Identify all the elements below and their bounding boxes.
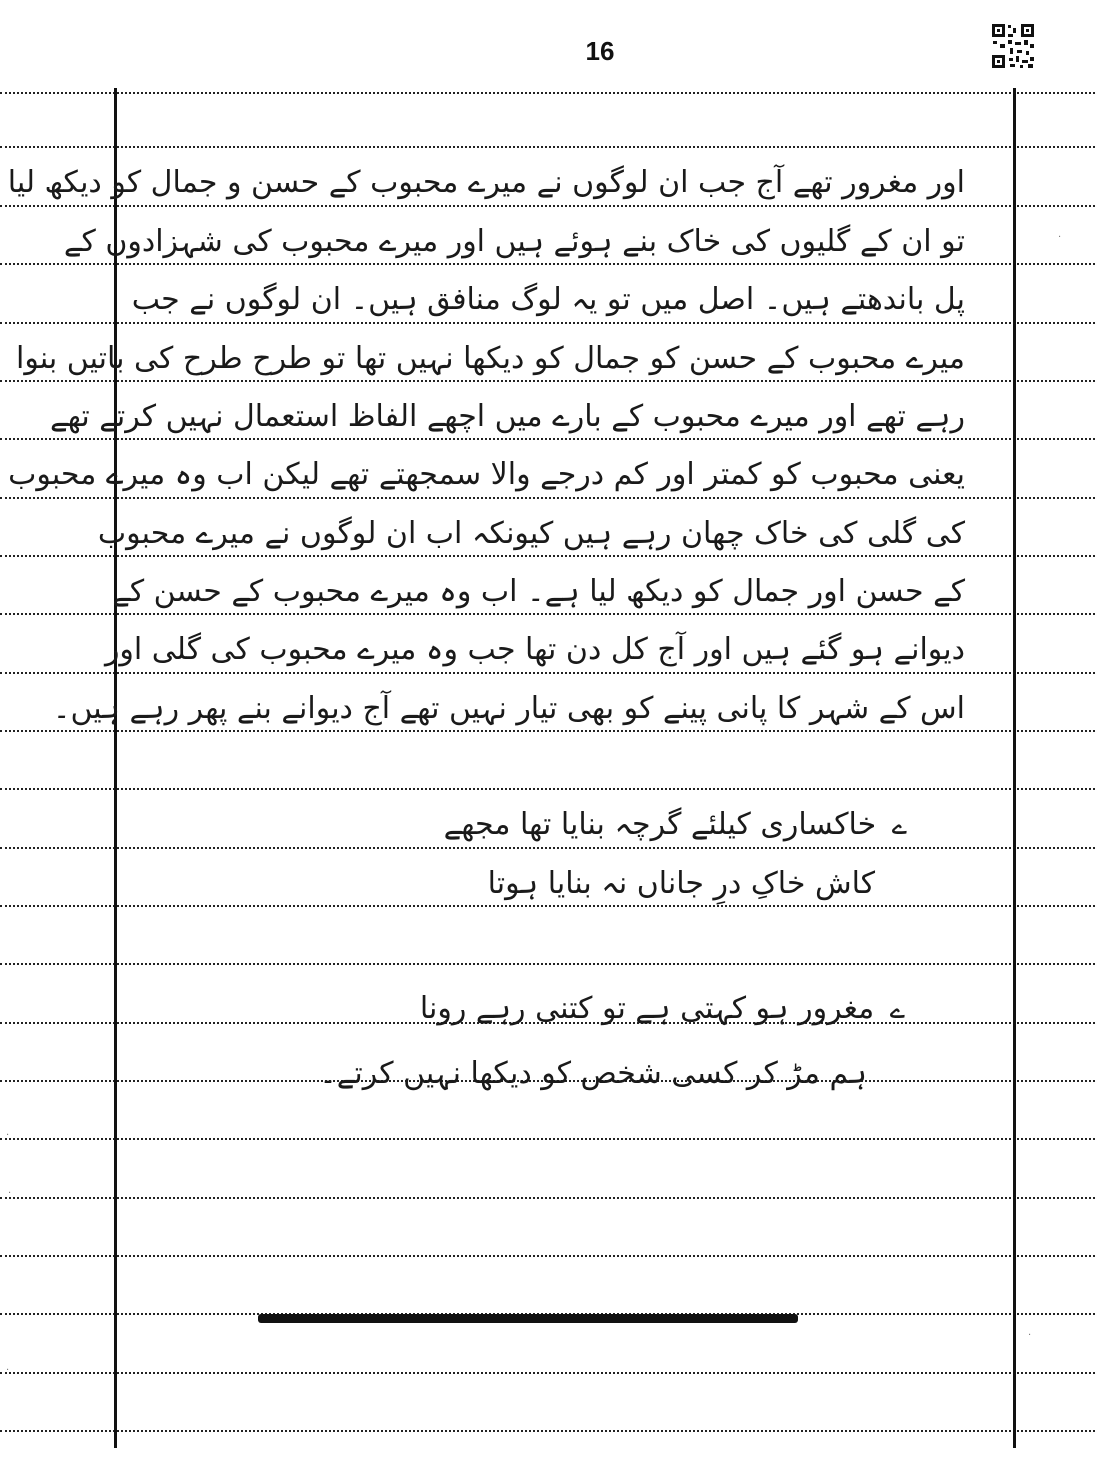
couplet-1-line-1 <box>347 796 907 854</box>
handwritten-line: دیوانے ہو گئے ہیں اور آج کل دن تھا جب وہ میرے محبوب کی گلی اور <box>104 632 965 667</box>
ruled-line <box>0 1255 1095 1257</box>
ruled-line <box>0 1372 1095 1374</box>
ruled-line <box>0 1430 1095 1432</box>
ruled-line <box>0 963 1095 965</box>
couplet-2-line-1 <box>345 980 905 1038</box>
ruled-line <box>0 1197 1095 1199</box>
handwritten-line: کی گلی کی خاک چھان رہے ہیں کیونکہ اب ان لوگوں نے میرے محبوب <box>97 516 965 551</box>
section-end-rule <box>258 1314 798 1323</box>
right-margin-line <box>1013 88 1016 1448</box>
couplet-marker: ے <box>891 811 907 841</box>
ruled-line <box>0 788 1095 790</box>
scan-speck: · <box>1028 1330 1032 1341</box>
handwritten-line: کے حسن اور جمال کو دیکھ لیا ہے۔ اب وہ میرے محبوب کے حسن کے <box>112 574 965 609</box>
handwritten-line: اور مغرور تھے آج جب ان لوگوں نے میرے محبوب کے حسن و جمال کو دیکھ لیا <box>7 165 965 200</box>
ruled-line <box>0 1138 1095 1140</box>
handwritten-line: رہے تھے اور میرے محبوب کے بارے میں اچھے الفاظ استعمال نہیں کرتے تھے <box>50 399 965 434</box>
handwritten-line: پل باندھتے ہیں۔ اصل میں تو یہ لوگ منافق ہیں۔ ان لوگوں نے جب <box>131 282 965 317</box>
ruled-line <box>0 146 1095 148</box>
couplet-text: مغرور ہو کہتی ہے تو کتنی رہے رونا <box>419 991 875 1026</box>
couplet-1-line-2: کاش خاکِ درِ جاناں نہ بنایا ہوتا <box>487 866 875 901</box>
handwritten-line: یعنی محبوب کو کمتر اور کم درجے والا سمجھتے تھے لیکن اب وہ میرے محبوب <box>8 457 965 492</box>
handwritten-line: اس کے شہر کا پانی پینے کو بھی تیار نہیں تھے آج دیوانے بنے پھر رہے ہیں۔ <box>52 691 965 726</box>
scan-speck: · <box>1058 232 1062 243</box>
handwritten-line: تو ان کے گلیوں کی خاک بنے ہوئے ہیں اور میرے محبوب کی شہزادوں کے <box>63 224 965 259</box>
handwritten-line: میرے محبوب کے حسن کو جمال کو دیکھا نہیں تھا تو طرح طرح کی باتیں بنوا <box>16 341 965 376</box>
scan-speck: · <box>6 1365 10 1376</box>
left-margin-line <box>114 88 117 1448</box>
scan-speck: · <box>8 1188 12 1199</box>
ruled-line <box>0 92 1095 94</box>
couplet-2-line-2: ہم مڑ کر کسی شخص کو دیکھا نہیں کرتے۔ <box>319 1056 867 1091</box>
page-number: 16 <box>585 36 615 66</box>
couplet-marker: ے <box>889 995 905 1025</box>
scan-speck: · <box>6 1130 10 1141</box>
qr-code-icon <box>990 22 1036 70</box>
couplet-text: خاکساری کیلئے گرچہ بنایا تھا مجھے <box>443 807 877 842</box>
